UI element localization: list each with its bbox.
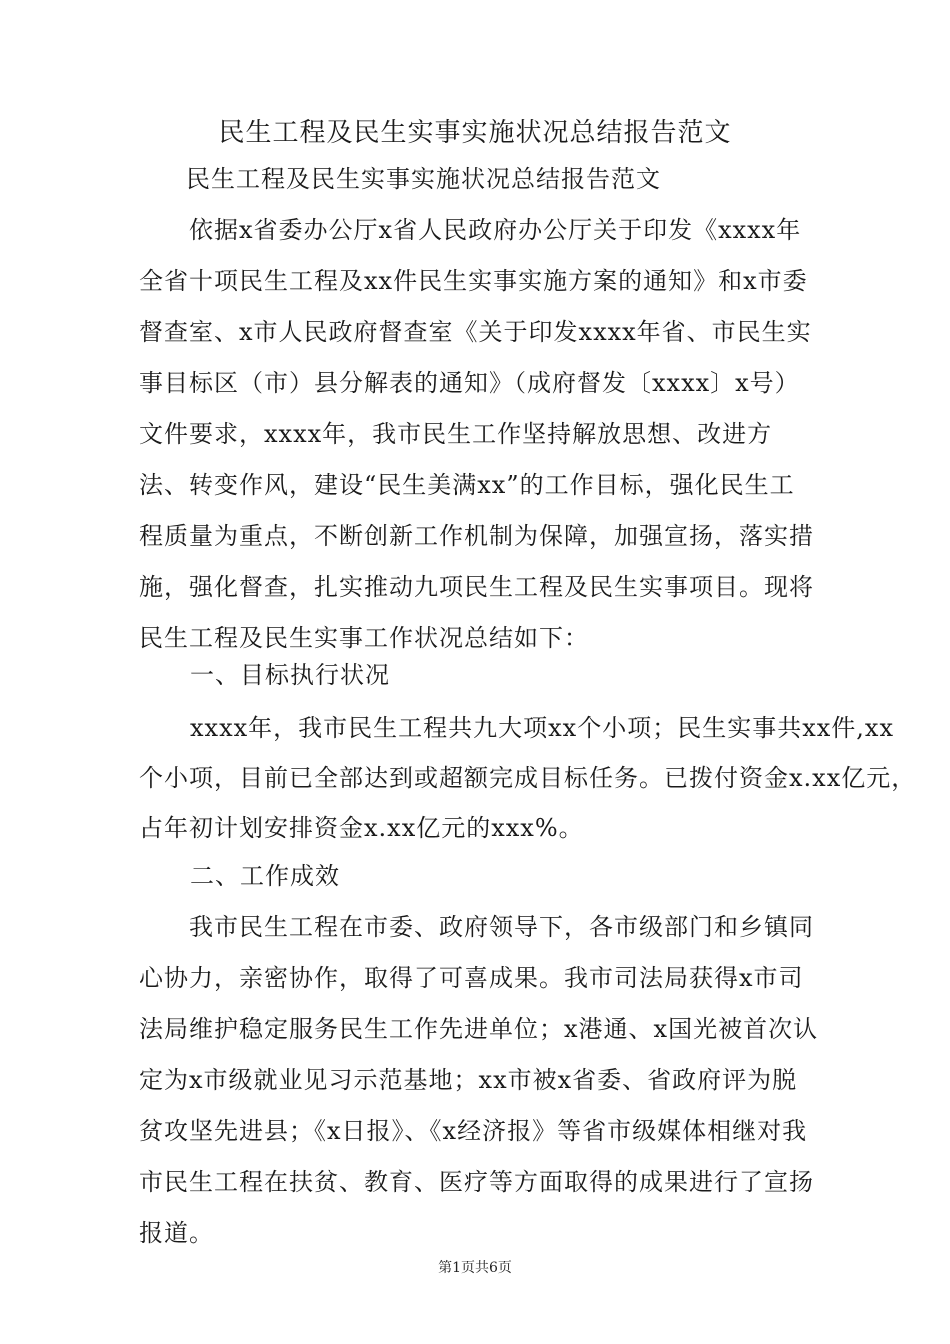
document-subtitle: 民生工程及民生实事实施状况总结报告范文 [186,165,661,193]
results-paragraph: 我市民生工程在市委、政府领导下，各市级部门和乡镇同心协力，亲密协作，取得了可喜成果。我市司法局获得x市司法局维护稳定服务民生工作先进单位；x港通、x国光被首次认定为x市级就业见习示范基地；xx市被x省委、省政府评为脱贫攻坚先进县；《x日报》、《x经济报》等省市级媒体相继对我市民生工程在扶贫、教育、医疗等方面取得的成果进行了宣扬报道。 [139,913,819,1247]
section-heading-results: 二、工作成效 [190,862,340,890]
section1-line: 个小项，目前已全部达到或超额完成目标任务。已拨付资金x.xx亿元， [139,764,917,792]
document-title: 民生工程及民生实事实施状况总结报告范文 [218,118,732,148]
section-heading-targets: 一、目标执行状况 [190,661,390,689]
section1-line: 占年初计划安排资金x.xx亿元的xxx%。 [139,814,584,842]
intro-paragraph: 依据x省委办公厅x省人民政府办公厅关于印发《xxxx年全省十项民生工程及xx件民生实事实施方案的通知》和x市委督查室、x市人民政府督查室《关于印发xxxx年省、市民生实事目标区（市）县分解表的通知》（成府督发〔xxxx〕x号）文件要求，xxxx年，我市民生工作坚持解放思想、改进方法、转变作风，建设“民生美满xx”的工作目标，强化民生工程质量为重点，不断创新工作机制为保障，加强宣扬，落实措施，强化督查，扎实推动九项民生工程及民生实事项目。现将民生工程及民生实事工作状况总结如下： [139,216,814,652]
section1-line: xxxx年，我市民生工程共九大项xx个小项；民生实事共xx件,xx [190,714,894,742]
page-number: 第1页共6页 [438,1260,512,1276]
